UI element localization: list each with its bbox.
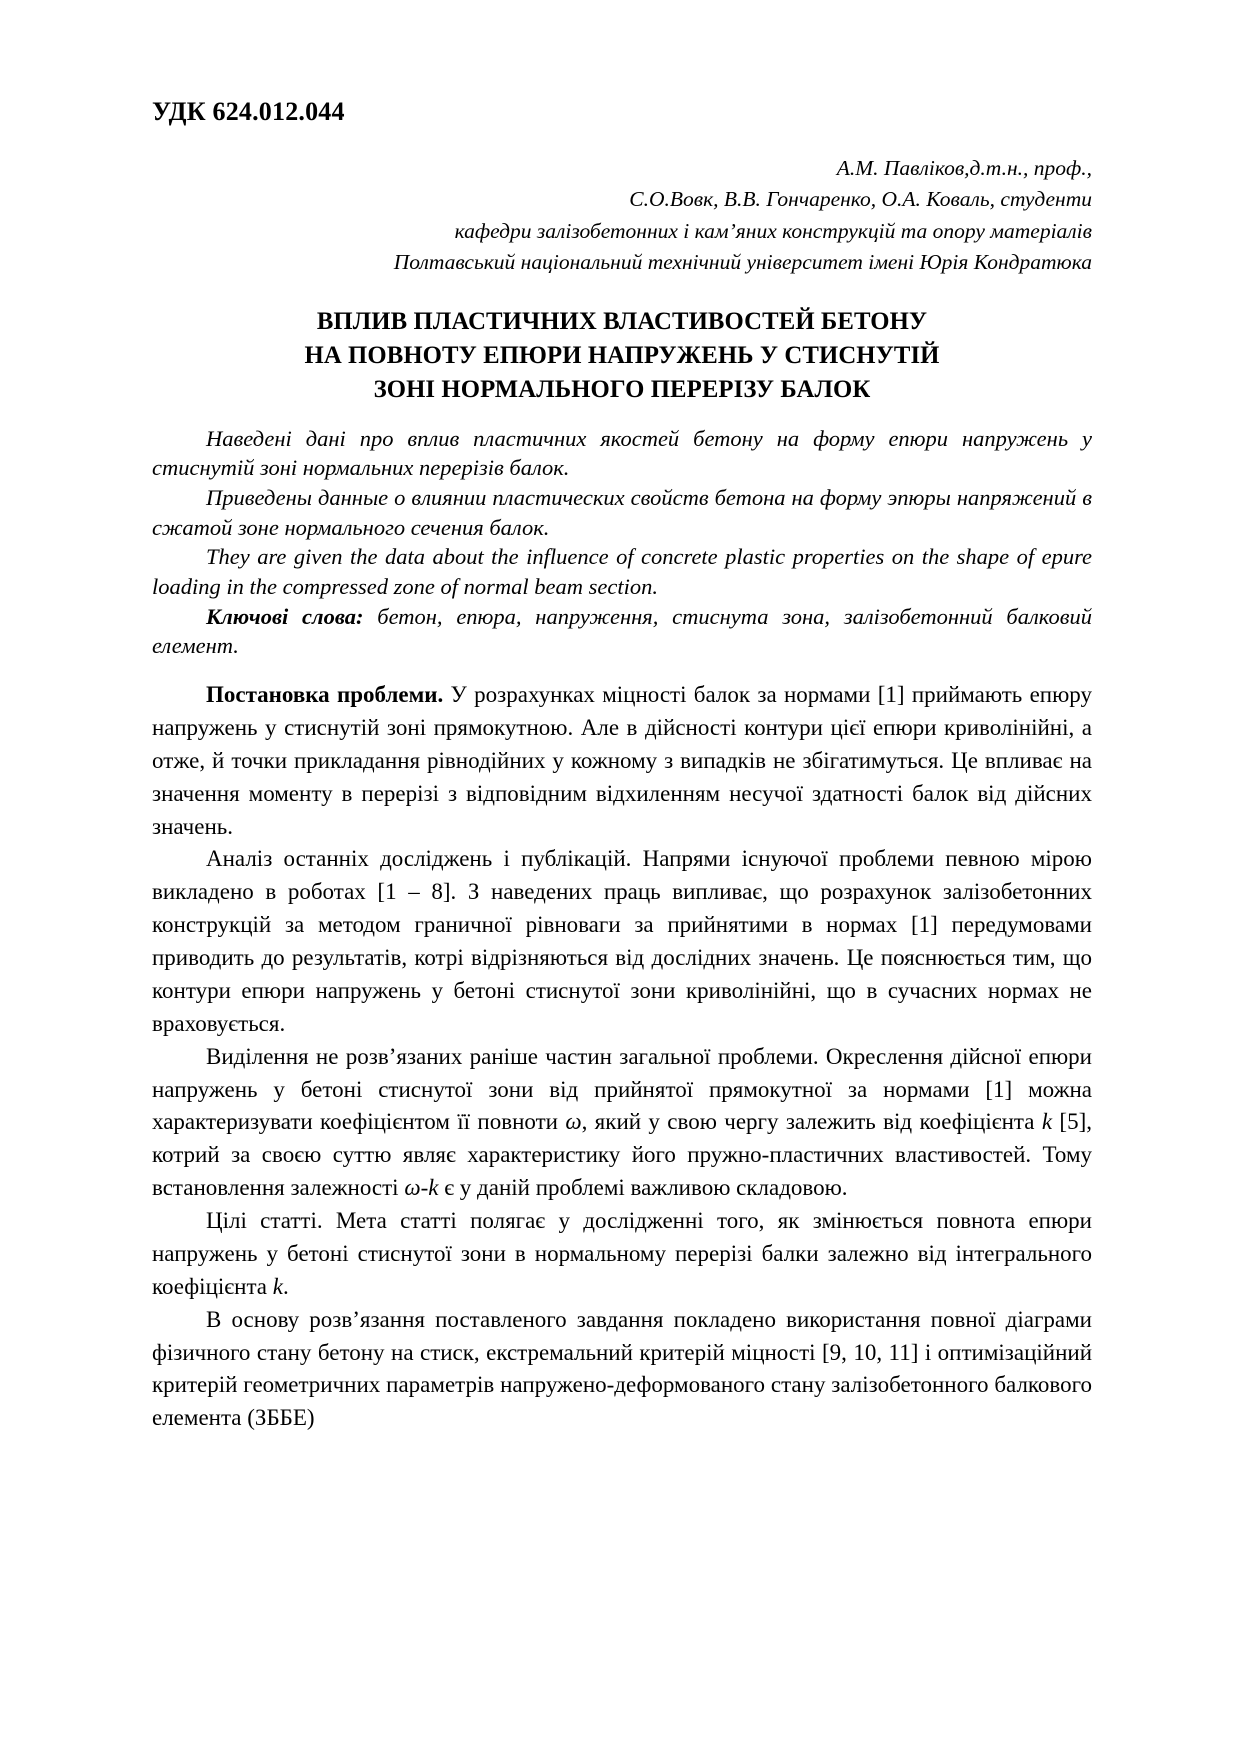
text-unsolved-part4: є у даній проблемі важливою складовою. — [438, 1175, 848, 1201]
text-goals-part2: . — [282, 1273, 289, 1299]
title-line-2: НА ПОВНОТУ ЕПЮРИ НАПРУЖЕНЬ У СТИСНУТІЙ — [304, 339, 940, 369]
author-line-2: С.О.Вовк, В.В. Гончаренко, О.А. Коваль, студенти — [629, 187, 1092, 212]
keywords-value: бетон, епюра, напруження, стиснута зона, залізобетонний балковий елемент. — [152, 603, 1092, 659]
paragraph-solution-basis: В основу розв’язання поставленого завдання покладено використання повної діаграми фізичного стану бетону на стиск, екстремальний критерій міцності [9, 10, 11] і оптимізаційний критерій геометричних параметрів напружено-деформованого стану залізобетонного балкового елемента (ЗББЕ) — [152, 1306, 1092, 1431]
symbol-omega-k: ω-k — [404, 1175, 439, 1201]
paragraph-article-goals — [152, 1205, 1092, 1304]
text-goals-part1: Цілі статті. Мета статті полягає у дослідженні того, як змінюється повнота епюри напружень у бетоні стиснутої зони в нормальному перерізі балки залежно від інтегрального коефіцієнта — [152, 1208, 1092, 1299]
heading-problem-statement: Постановка проблеми. — [206, 682, 444, 708]
paragraph-analysis: Аналіз останніх досліджень і публікацій. Напрями існуючої проблеми певною мірою викладено в роботах [1 – 8]. З наведених праць випливає, що розрахунок залізобетонних конструкцій за методом граничної рівноваги за прийнятими в нормах [1] передумовами приводить до результатів, котрі відрізняються від дослідних значень. Це пояснюється тим, що контури епюри напружень у бетоні стиснутої зони криволінійні, що в сучасних нормах не враховується. — [152, 846, 1092, 1036]
keywords-label: Ключові слова: — [206, 603, 364, 629]
abstract-russian: Приведены данные о влиянии пластических свойств бетона на форму эпюры напряжений в сжатой зоне нормального сечения балок. — [152, 484, 1092, 540]
keywords-line — [152, 602, 1092, 661]
text-unsolved-part2: , який у свою чергу залежить від коефіцієнта — [581, 1109, 1042, 1135]
text-unsolved-part1: Виділення не розв’язаних раніше частин загальної проблеми. Окреслення дійсної епюри напружень у бетоні стиснутої зони від прийнятої прямокутної за нормами [1] можна характеризувати коефіцієнтом її повноти — [152, 1043, 1092, 1135]
text-unsolved-part3: [5], котрий за своєю суттю являє характеристику його пружно-пластичних властивостей. Тому встановлення залежності — [152, 1109, 1093, 1201]
abstract-english: They are given the data about the influence of concrete plastic properties on the shape of epure loading in the compressed zone of normal beam section. — [152, 544, 1092, 600]
title-line-3: ЗОНІ НОРМАЛЬНОГО ПЕРЕРІЗУ БАЛОК — [373, 373, 871, 403]
symbol-k-goals: k — [272, 1273, 283, 1299]
author-block — [152, 153, 1092, 278]
symbol-k: k — [1041, 1109, 1053, 1135]
author-line-1: А.М. Павліков,д.т.н., проф., — [836, 156, 1092, 181]
author-affiliation-university: Полтавський національний технічний університет імені Юрія Кондратюка — [393, 249, 1092, 274]
title-line-1: ВПЛИВ ПЛАСТИЧНИХ ВЛАСТИВОСТЕЙ БЕТОНУ — [316, 305, 928, 335]
udc-code: УДК 624.012.044 — [152, 97, 345, 126]
abstract-ukrainian: Наведені дані про вплив пластичних якостей бетону на форму епюри напружень у стиснутій зоні нормальних перерізів балок. — [152, 425, 1092, 481]
author-affiliation-department: кафедри залізобетонних і кам’яних конструкцій та опору матеріалів — [454, 218, 1092, 243]
paragraph-unsolved-parts — [152, 1041, 1092, 1205]
paragraph-problem-statement — [152, 679, 1092, 843]
symbol-omega: ω — [565, 1109, 582, 1135]
body-text — [152, 679, 1092, 1435]
text-problem-statement: У розрахунках міцності балок за нормами [1] приймають епюру напружень у стиснутій зоні прямокутною. Але в дійсності контури цієї епюри криволінійні, а отже, й точки прикладання рівнодійних у кожному з випадків не збігатимуться. Це впливає на значення моменту в перерізі з відповідним відхиленням несучої здатності балок від дійсних значень. — [152, 682, 1092, 839]
page-title — [166, 304, 1078, 406]
